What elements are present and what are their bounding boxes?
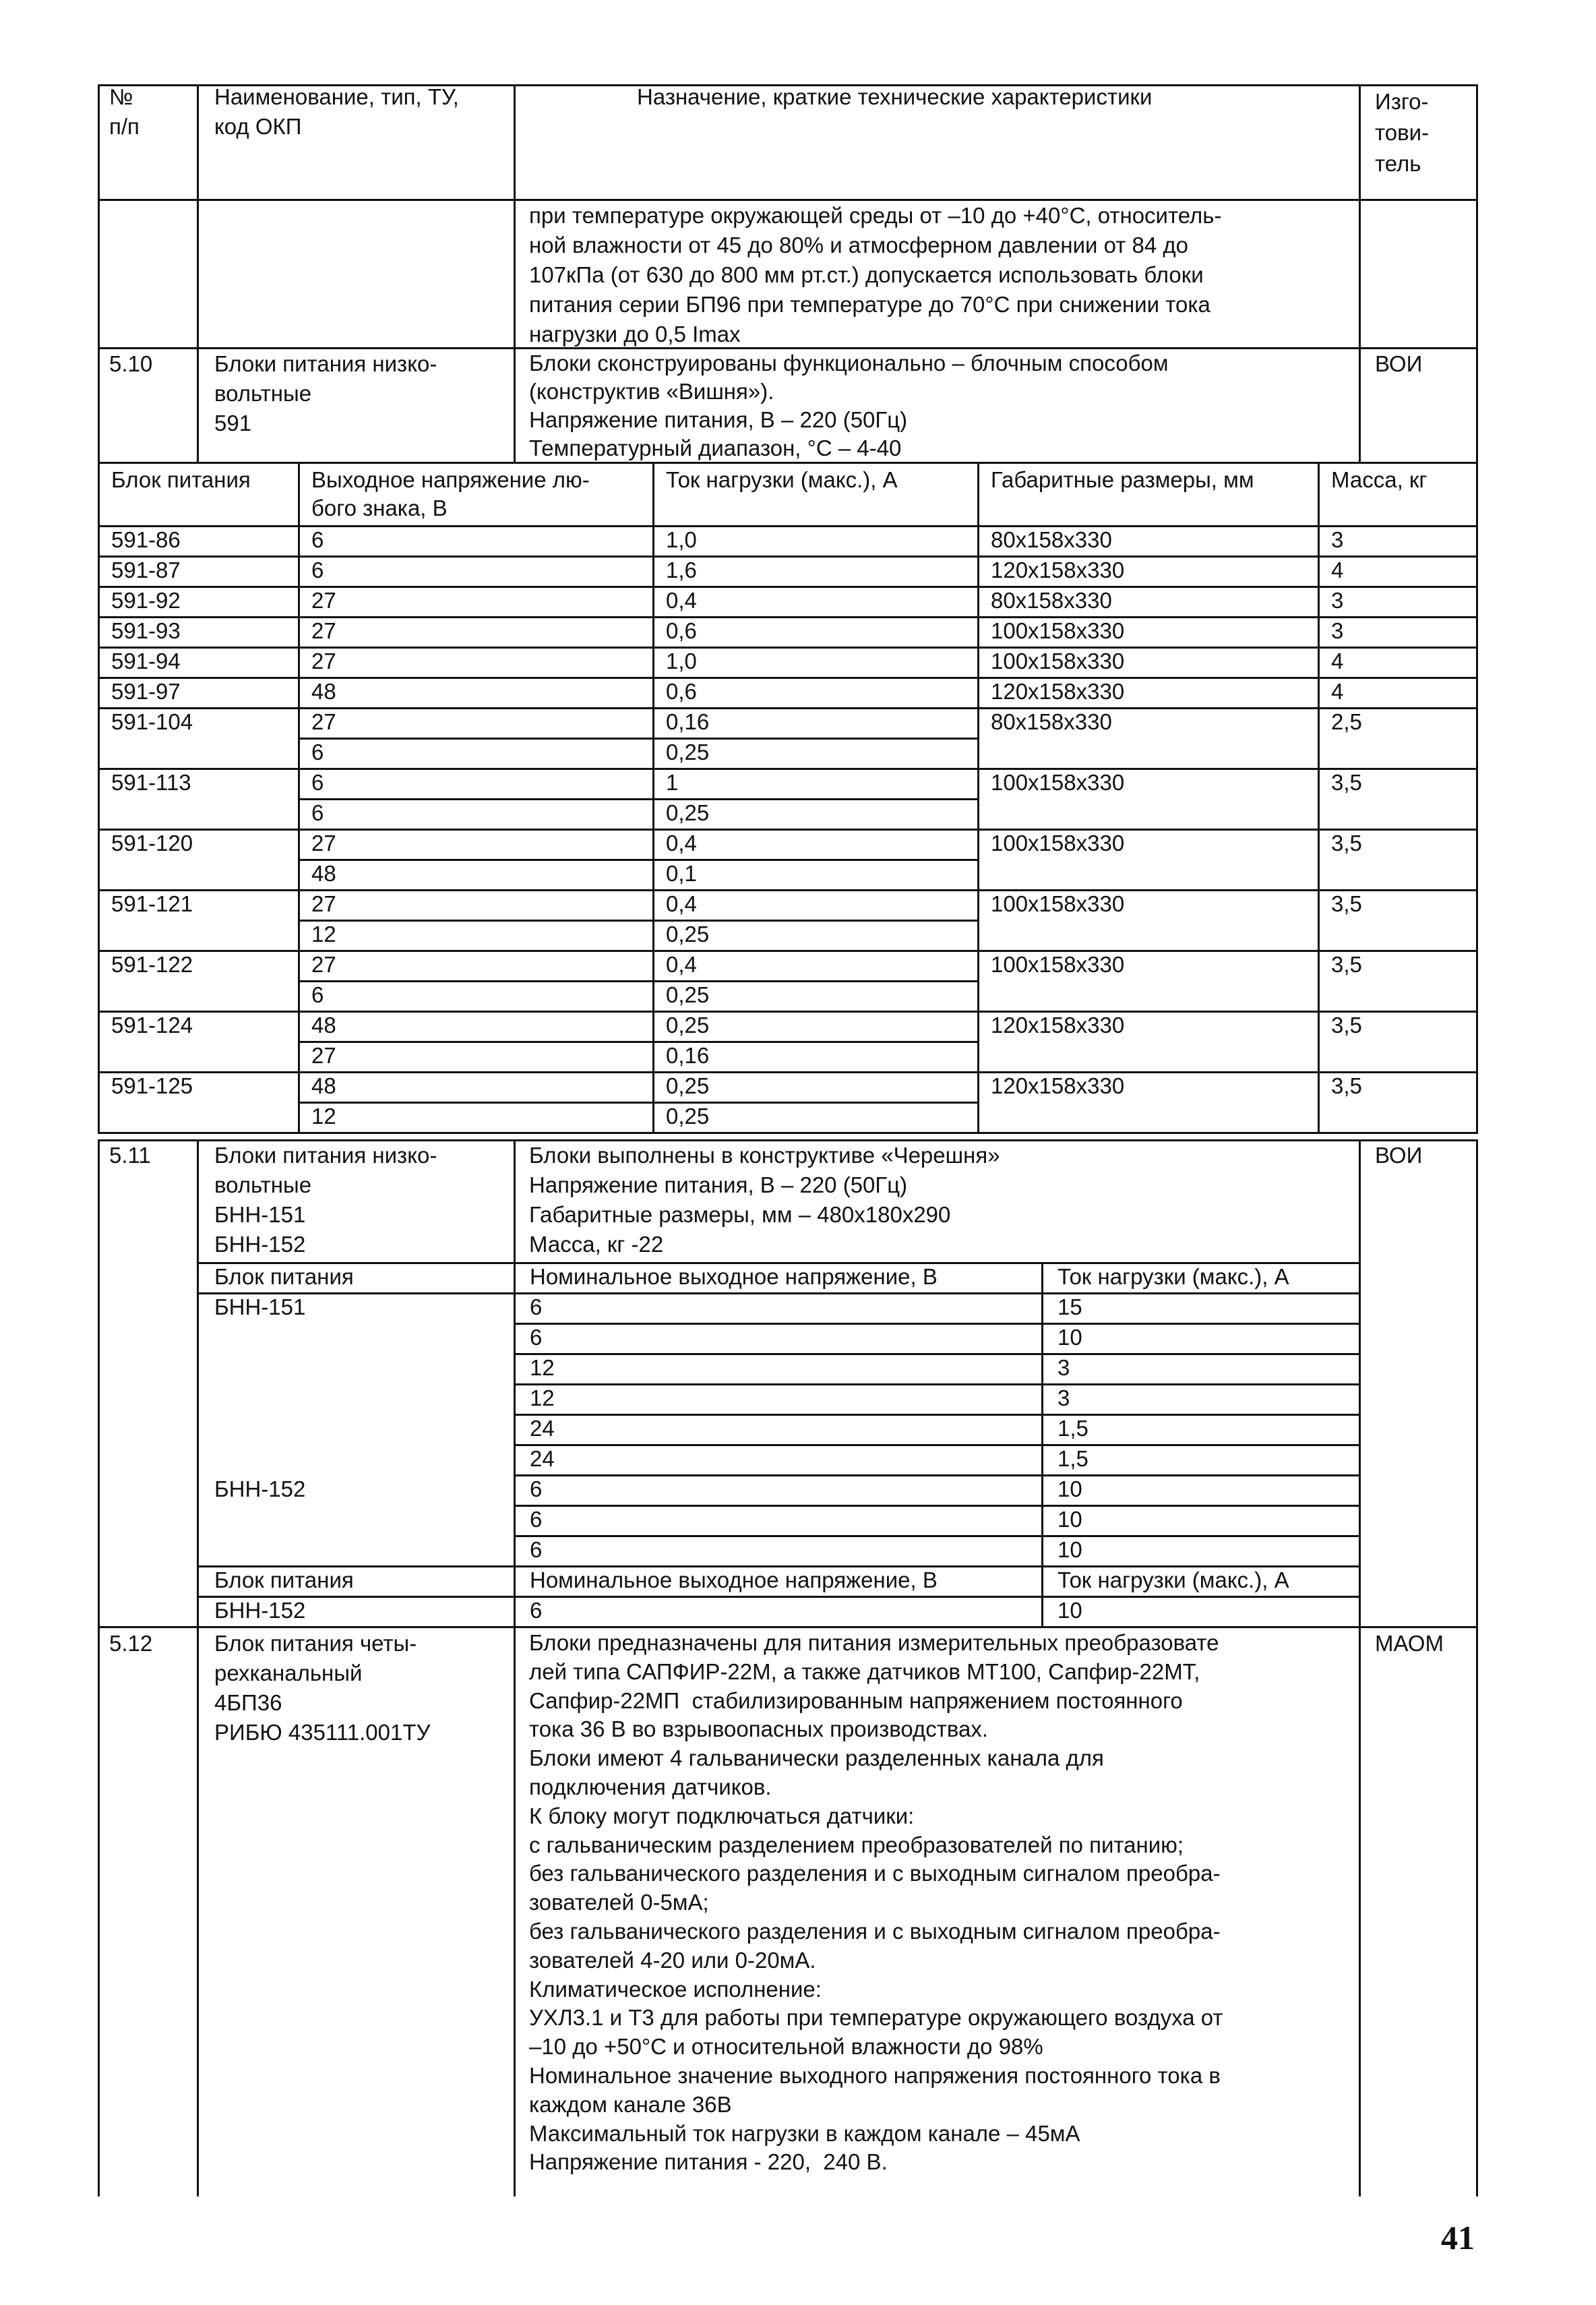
table-cell-mass: 3,5 xyxy=(1331,891,1362,916)
table-cell-current: 10 xyxy=(1057,1325,1082,1350)
section-number: 5.10 xyxy=(109,351,153,376)
table-cell-current: 3 xyxy=(1057,1385,1070,1410)
table-cell-voltage: 12 xyxy=(311,1104,336,1129)
grid-line xyxy=(98,556,1478,558)
table-cell-voltage: 27 xyxy=(311,588,336,613)
section-name: Блоки питания низко- вольтные БНН-151 БНН-152 xyxy=(214,1143,437,1257)
table-header: Номинальное выходное напряжение, В xyxy=(530,1567,938,1592)
table-cell-current: 10 xyxy=(1057,1537,1082,1562)
grid-line xyxy=(98,889,1478,891)
table-cell-voltage: 24 xyxy=(530,1446,555,1471)
section-number: 5.11 xyxy=(109,1143,151,1168)
table-header: Выходное напряжение лю- бого знака, В xyxy=(311,467,590,520)
page-number: 41 xyxy=(1441,2219,1475,2256)
table-cell-mass: 3,5 xyxy=(1331,770,1362,795)
grid-line xyxy=(298,980,977,982)
section-description: Блоки предназначены для питания измерительных преобразовате лей типа САПФИР-22М, а также датчиков МТ100, Сапфир-22МТ, Сапфир-22МП стабилизированным напряжением постоянного тока 36 В во взрывоопасных производствах. Блоки имеют 4 гальванически разделенных канала для подключения датчиков. К блоку могут подключаться датчики: с гальваническим разделением преобразователей по питанию; без гальванического разделения и с выходным сигналом преобра- зователей 0-5мА; без гальванического разделения и с выходным сигналом преобра- зователей 4-20 или 0-20мА. Климатическое исполнение: УХЛ3.1 и Т3 для работы при температуре окружающего воздуха от –10 до +50°С и относительной влажности до 98% Номинальное значение выходного напряжения постоянного тока в каждом канале 36В Максимальный ток нагрузки в каждом канале – 45мА Напряжение питания - 220, 240 В. xyxy=(529,1630,1223,2175)
table-cell-voltage: 12 xyxy=(530,1355,555,1380)
table-cell-current: 0,25 xyxy=(666,1013,710,1038)
table-cell-voltage: 27 xyxy=(311,831,336,856)
table-cell-dimensions: 100х158х330 xyxy=(991,649,1125,673)
grid-line xyxy=(98,1011,1478,1013)
table-cell-current: 10 xyxy=(1057,1598,1082,1623)
section-name: Блоки питания низко- вольтные 591 xyxy=(214,351,437,436)
grid-line xyxy=(652,462,654,1132)
block-name: БНН-152 xyxy=(214,1598,306,1623)
table-header: Габаритные размеры, мм xyxy=(991,467,1254,492)
grid-line xyxy=(98,1626,100,2196)
table-cell-dimensions: 120х158х330 xyxy=(991,1073,1125,1098)
table-cell-current: 10 xyxy=(1057,1507,1082,1532)
grid-line xyxy=(298,1102,977,1104)
section-number: 5.12 xyxy=(109,1631,153,1656)
table-cell-voltage: 6 xyxy=(530,1476,543,1501)
grid-line xyxy=(98,616,1478,618)
grid-line xyxy=(98,647,1478,649)
grid-line xyxy=(514,1505,1359,1507)
grid-line xyxy=(98,677,1478,679)
table-cell-current: 0,4 xyxy=(666,831,697,856)
table-cell-voltage: 6 xyxy=(311,800,324,825)
table-header: Блок питания xyxy=(214,1567,354,1592)
grid-line xyxy=(98,1071,1478,1073)
grid-line xyxy=(98,462,1478,464)
grid-line xyxy=(98,950,1478,952)
table-cell-voltage: 6 xyxy=(530,1598,543,1623)
table-cell-voltage: 27 xyxy=(311,952,336,977)
grid-line xyxy=(98,1139,100,1626)
grid-line xyxy=(298,462,300,1132)
table-cell-dimensions: 120х158х330 xyxy=(991,1013,1125,1038)
table-cell-voltage: 27 xyxy=(311,891,336,916)
grid-line xyxy=(298,798,977,800)
grid-line xyxy=(98,707,1478,709)
table-cell-block: 591-94 xyxy=(111,649,181,673)
table-cell-voltage: 6 xyxy=(530,1294,543,1319)
table-cell-block: 591-86 xyxy=(111,527,181,552)
grid-line xyxy=(98,525,1478,527)
table-cell-block: 591-124 xyxy=(111,1013,193,1038)
grid-line xyxy=(298,738,977,740)
table-cell-block: 591-104 xyxy=(111,709,193,734)
table-cell-dimensions: 100х158х330 xyxy=(991,618,1125,643)
section-description: Блоки выполнены в конструктиве «Черешня» Напряжение питания, В – 220 (50Гц) Габаритные размеры, мм – 480х180х290 Масса, кг -22 xyxy=(529,1143,1000,1257)
header-maker: Изго- тови- тель xyxy=(1375,89,1430,176)
table-cell-current: 15 xyxy=(1057,1294,1082,1319)
table-cell-current: 0,6 xyxy=(666,679,697,704)
table-cell-voltage: 27 xyxy=(311,649,336,673)
table-cell-voltage: 6 xyxy=(530,1325,543,1350)
section-maker: ВОИ xyxy=(1375,351,1423,376)
table-cell-dimensions: 80х158х330 xyxy=(991,709,1112,734)
table-cell-dimensions: 120х158х330 xyxy=(991,558,1125,582)
grid-line xyxy=(98,768,1478,770)
table-cell-block: 591-87 xyxy=(111,558,181,582)
table-cell-mass: 3,5 xyxy=(1331,952,1362,977)
table-cell-mass: 3,5 xyxy=(1331,1013,1362,1038)
table-cell-voltage: 48 xyxy=(311,679,336,704)
table-cell-current: 0,16 xyxy=(666,709,710,734)
table-header: Блок питания xyxy=(214,1264,354,1289)
grid-line xyxy=(1476,1626,1478,2196)
grid-line xyxy=(1476,84,1478,462)
table-cell-block: 591-93 xyxy=(111,618,181,643)
grid-line xyxy=(1359,1626,1361,2196)
table-cell-current: 0,4 xyxy=(666,891,697,916)
table-cell-current: 0,16 xyxy=(666,1043,710,1068)
table-cell-mass: 3,5 xyxy=(1331,1073,1362,1098)
table-cell-voltage: 6 xyxy=(311,982,324,1007)
table-cell-current: 1,6 xyxy=(666,558,697,582)
block-name: БНН-151 xyxy=(214,1294,306,1319)
table-header: Ток нагрузки (макс.), А xyxy=(1057,1567,1289,1592)
table-cell-current: 0,25 xyxy=(666,1104,710,1129)
table-cell-voltage: 24 xyxy=(530,1416,555,1441)
table-cell-voltage: 27 xyxy=(311,618,336,643)
table-cell-voltage: 27 xyxy=(311,709,336,734)
table-cell-dimensions: 80х158х330 xyxy=(991,527,1112,552)
table-cell-current: 0,25 xyxy=(666,800,710,825)
table-cell-current: 3 xyxy=(1057,1355,1070,1380)
grid-line xyxy=(98,1132,1478,1134)
grid-line xyxy=(98,462,100,1132)
table-cell-current: 0,25 xyxy=(666,982,710,1007)
continuation-text: при температуре окружающей среды от –10 до +40°С, относитель- ной влажности от 45 до 80% и атмосферном давлении от 84 до 107кПа (от 630 до 800 мм рт.ст.) допускается использовать блоки питания серии БП96 при температуре до 70°С при снижении тока нагрузки до 0,5 Imax xyxy=(529,203,1222,347)
table-cell-mass: 3,5 xyxy=(1331,831,1362,856)
table-cell-voltage: 6 xyxy=(530,1537,543,1562)
grid-line xyxy=(98,829,1478,831)
table-cell-block: 591-120 xyxy=(111,831,193,856)
table-header: Блок питания xyxy=(111,467,251,492)
grid-line xyxy=(197,1626,199,2196)
table-cell-current: 0,6 xyxy=(666,618,697,643)
grid-line xyxy=(1318,462,1320,1132)
table-cell-current: 1,0 xyxy=(666,649,697,673)
table-cell-voltage: 6 xyxy=(530,1507,543,1532)
grid-line xyxy=(514,1444,1359,1446)
table-cell-dimensions: 100х158х330 xyxy=(991,952,1125,977)
table-cell-voltage: 12 xyxy=(311,922,336,947)
table-cell-block: 591-122 xyxy=(111,952,193,977)
grid-line xyxy=(98,586,1478,588)
table-cell-current: 0,25 xyxy=(666,1073,710,1098)
table-cell-block: 591-125 xyxy=(111,1073,193,1098)
table-cell-mass: 4 xyxy=(1331,558,1344,582)
table-cell-voltage: 48 xyxy=(311,861,336,886)
grid-line xyxy=(197,1139,199,1626)
table-cell-block: 591-121 xyxy=(111,891,193,916)
header-no: № п/п xyxy=(109,84,140,139)
grid-line xyxy=(197,1292,1359,1294)
table-cell-voltage: 48 xyxy=(311,1073,336,1098)
table-cell-mass: 2,5 xyxy=(1331,709,1362,734)
grid-line xyxy=(514,1383,1359,1385)
table-cell-voltage: 6 xyxy=(311,558,324,582)
grid-line xyxy=(1476,1139,1478,1626)
block-name: БНН-152 xyxy=(214,1476,306,1501)
grid-line xyxy=(1041,1262,1043,1626)
table-cell-voltage: 48 xyxy=(311,1013,336,1038)
grid-line xyxy=(98,1626,1478,1628)
table-header: Номинальное выходное напряжение, В xyxy=(530,1264,938,1289)
table-cell-mass: 4 xyxy=(1331,649,1344,673)
table-cell-dimensions: 80х158х330 xyxy=(991,588,1112,613)
grid-line xyxy=(197,1596,1359,1598)
table-cell-block: 591-92 xyxy=(111,588,181,613)
section-name: Блок питания четы- рехканальный 4БП36 РИБЮ 435111.001ТУ xyxy=(214,1631,431,1745)
table-cell-dimensions: 100х158х330 xyxy=(991,831,1125,856)
grid-line xyxy=(1359,84,1361,462)
grid-line xyxy=(514,1323,1359,1325)
table-cell-dimensions: 120х158х330 xyxy=(991,679,1125,704)
table-cell-current: 0,4 xyxy=(666,588,697,613)
header-purpose: Назначение, краткие технические характеристики xyxy=(637,84,1153,109)
table-cell-current: 1,5 xyxy=(1057,1416,1088,1441)
table-cell-voltage: 6 xyxy=(311,527,324,552)
section-maker: ВОИ xyxy=(1375,1143,1423,1168)
table-header: Ток нагрузки (макс.), А xyxy=(1057,1264,1289,1289)
table-cell-current: 1,5 xyxy=(1057,1446,1088,1471)
table-cell-current: 1,0 xyxy=(666,527,697,552)
grid-line xyxy=(1476,462,1478,1132)
grid-line xyxy=(298,920,977,922)
grid-line xyxy=(514,1139,516,1626)
table-cell-current: 10 xyxy=(1057,1476,1082,1501)
grid-line xyxy=(514,1353,1359,1355)
table-cell-mass: 3 xyxy=(1331,588,1344,613)
table-cell-voltage: 27 xyxy=(311,1043,336,1068)
table-cell-mass: 4 xyxy=(1331,679,1344,704)
table-cell-dimensions: 100х158х330 xyxy=(991,891,1125,916)
grid-line xyxy=(514,84,516,462)
table-cell-mass: 3 xyxy=(1331,527,1344,552)
table-cell-dimensions: 100х158х330 xyxy=(991,770,1125,795)
grid-line xyxy=(1359,1139,1361,1626)
grid-line xyxy=(514,1474,1359,1476)
table-cell-current: 0,1 xyxy=(666,861,697,886)
table-cell-mass: 3 xyxy=(1331,618,1344,643)
section-description: Блоки сконструированы функционально – блочным способом (конструктив «Вишня»). Напряжение питания, В – 220 (50Гц) Температурный диапазон, °С – 4-40 xyxy=(529,351,1169,460)
table-cell-block: 591-113 xyxy=(111,770,191,795)
table-cell-current: 0,25 xyxy=(666,922,710,947)
table-cell-block: 591-97 xyxy=(111,679,181,704)
grid-line xyxy=(298,859,977,861)
header-name: Наименование, тип, ТУ, код ОКП xyxy=(214,84,459,139)
grid-line xyxy=(298,1041,977,1043)
grid-line xyxy=(514,1414,1359,1416)
grid-line xyxy=(514,1535,1359,1537)
table-cell-voltage: 6 xyxy=(311,770,324,795)
grid-line xyxy=(197,84,199,462)
table-cell-voltage: 6 xyxy=(311,740,324,765)
grid-line xyxy=(977,462,979,1132)
grid-line xyxy=(98,84,100,462)
grid-line xyxy=(514,1626,516,2196)
table-cell-voltage: 12 xyxy=(530,1385,555,1410)
table-header: Масса, кг xyxy=(1331,467,1428,492)
table-cell-current: 0,25 xyxy=(666,740,710,765)
table-cell-current: 0,4 xyxy=(666,952,697,977)
table-header: Ток нагрузки (макс.), А xyxy=(666,467,898,492)
table-cell-current: 1 xyxy=(666,770,679,795)
section-maker: МАОМ xyxy=(1375,1631,1444,1656)
